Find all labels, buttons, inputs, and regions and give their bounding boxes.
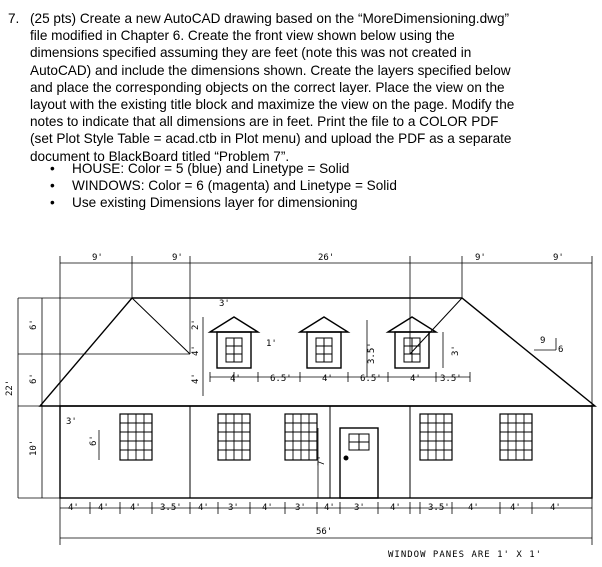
dim-bottom: 4' [510,503,521,513]
wall-outline [60,406,592,498]
dormer [300,317,348,368]
dim-window-height: 1' [266,339,277,349]
dim-dormer: 4' [230,374,241,384]
bullet-item: • Use existing Dimensions layer for dimensioning [50,195,358,211]
bullet-item: • HOUSE: Color = 5 (blue) and Linetype = Solid [50,161,350,176]
question-line: and place the corresponding objects on the correct layer. Place the view on the [30,79,505,95]
dim-left: 6' [29,319,39,330]
question-line: dimensions specified assuming they are feet (note this was not created in [30,45,472,61]
dim-top: 9' [553,253,564,263]
wall-windows [120,414,532,460]
dim-bottom: 4' [390,503,401,513]
dim-dormer-v: 4' [191,373,201,384]
dim-dormer-right: 3' [451,345,461,356]
dim-dormer: 6.5' [360,374,382,384]
dim-window: 6' [89,435,99,446]
window [218,414,250,460]
window [120,414,152,460]
dim-top: 9' [475,253,486,263]
dim-bottom: 3' [354,503,365,513]
dim-bottom: 3.5' [428,503,450,513]
dim-bottom: 4' [324,503,335,513]
question-line: (25 pts) Create a new AutoCAD drawing based on the “MoreDimensioning.dwg” [30,11,510,26]
window [420,414,452,460]
dim-bottom: 3.5' [160,503,182,513]
dim-top: 9' [172,253,183,263]
dormers [210,317,436,368]
window [285,414,317,460]
dim-dormer-v: 4' [191,345,201,356]
question-line: notes to indicate that all dimensions are in feet. Print the file to a COLOR PDF [30,114,499,130]
dim-bottom: 4' [130,503,141,513]
question-line: file modified in Chapter 6. Create the front view shown below using the [30,28,455,44]
dim-bottom: 4' [68,503,79,513]
question-number: 7. [8,11,20,26]
dim-top: 9' [92,253,103,263]
question-line: layout with the existing title block and maximize the view on the page. Modify the [30,97,515,113]
dim-door: 7' [317,455,327,466]
dim-dormer: 3.5' [440,374,462,384]
dim-total-width: 56' [316,527,333,537]
dim-dormer: 4' [410,374,421,384]
roof-outline [40,298,595,406]
window [500,414,532,460]
dim-top: 26' [318,253,335,263]
dim-left: 6' [29,373,39,384]
bullet-text: Use existing Dimensions layer for dimensioning [72,195,358,211]
dim-bottom: 4' [198,503,209,513]
dim-bottom: 4' [98,503,109,513]
bullet-text: WINDOWS: Color = 6 (magenta) and Linetype = Solid [72,178,397,194]
dim-bottom: 4' [468,503,479,513]
dim-dormer-v: 2' [191,319,201,330]
dim-bottom: 4' [262,503,273,513]
dimension-lines [18,256,592,545]
bullet-text: HOUSE: Color = 5 (blue) and Linetype = Solid [72,161,350,176]
dormer [388,317,436,368]
dim-dormer-right: 3.5' [367,342,377,364]
dim-pitch: 9 [540,336,546,346]
dim-left-total: 22' [5,379,15,396]
question-line: AutoCAD) and include the dimensions shown. Create the layers specified below [30,62,511,78]
dim-bottom: 4' [550,503,561,513]
dim-dormer: 6.5' [270,374,292,384]
dormer [210,317,258,368]
dim-dormer: 4' [322,374,333,384]
pane-note: WINDOW PANES ARE 1' X 1' [388,550,543,560]
question-line: (set Plot Style Table = acad.ctb in Plot menu) and upload the PDF as a separate [30,131,512,147]
question-line: document to BlackBoard titled “Problem 7”. [30,148,290,164]
dim-bottom: 3' [228,503,239,513]
dim-dormer-top: 3' [219,299,230,309]
dim-eave: 3' [66,417,77,427]
bullet-item: • WINDOWS: Color = 6 (magenta) and Linetype = Solid [50,178,397,194]
dim-bottom: 3' [295,503,306,513]
dim-pitch: 6 [558,345,564,355]
dim-left: 10' [29,439,39,456]
